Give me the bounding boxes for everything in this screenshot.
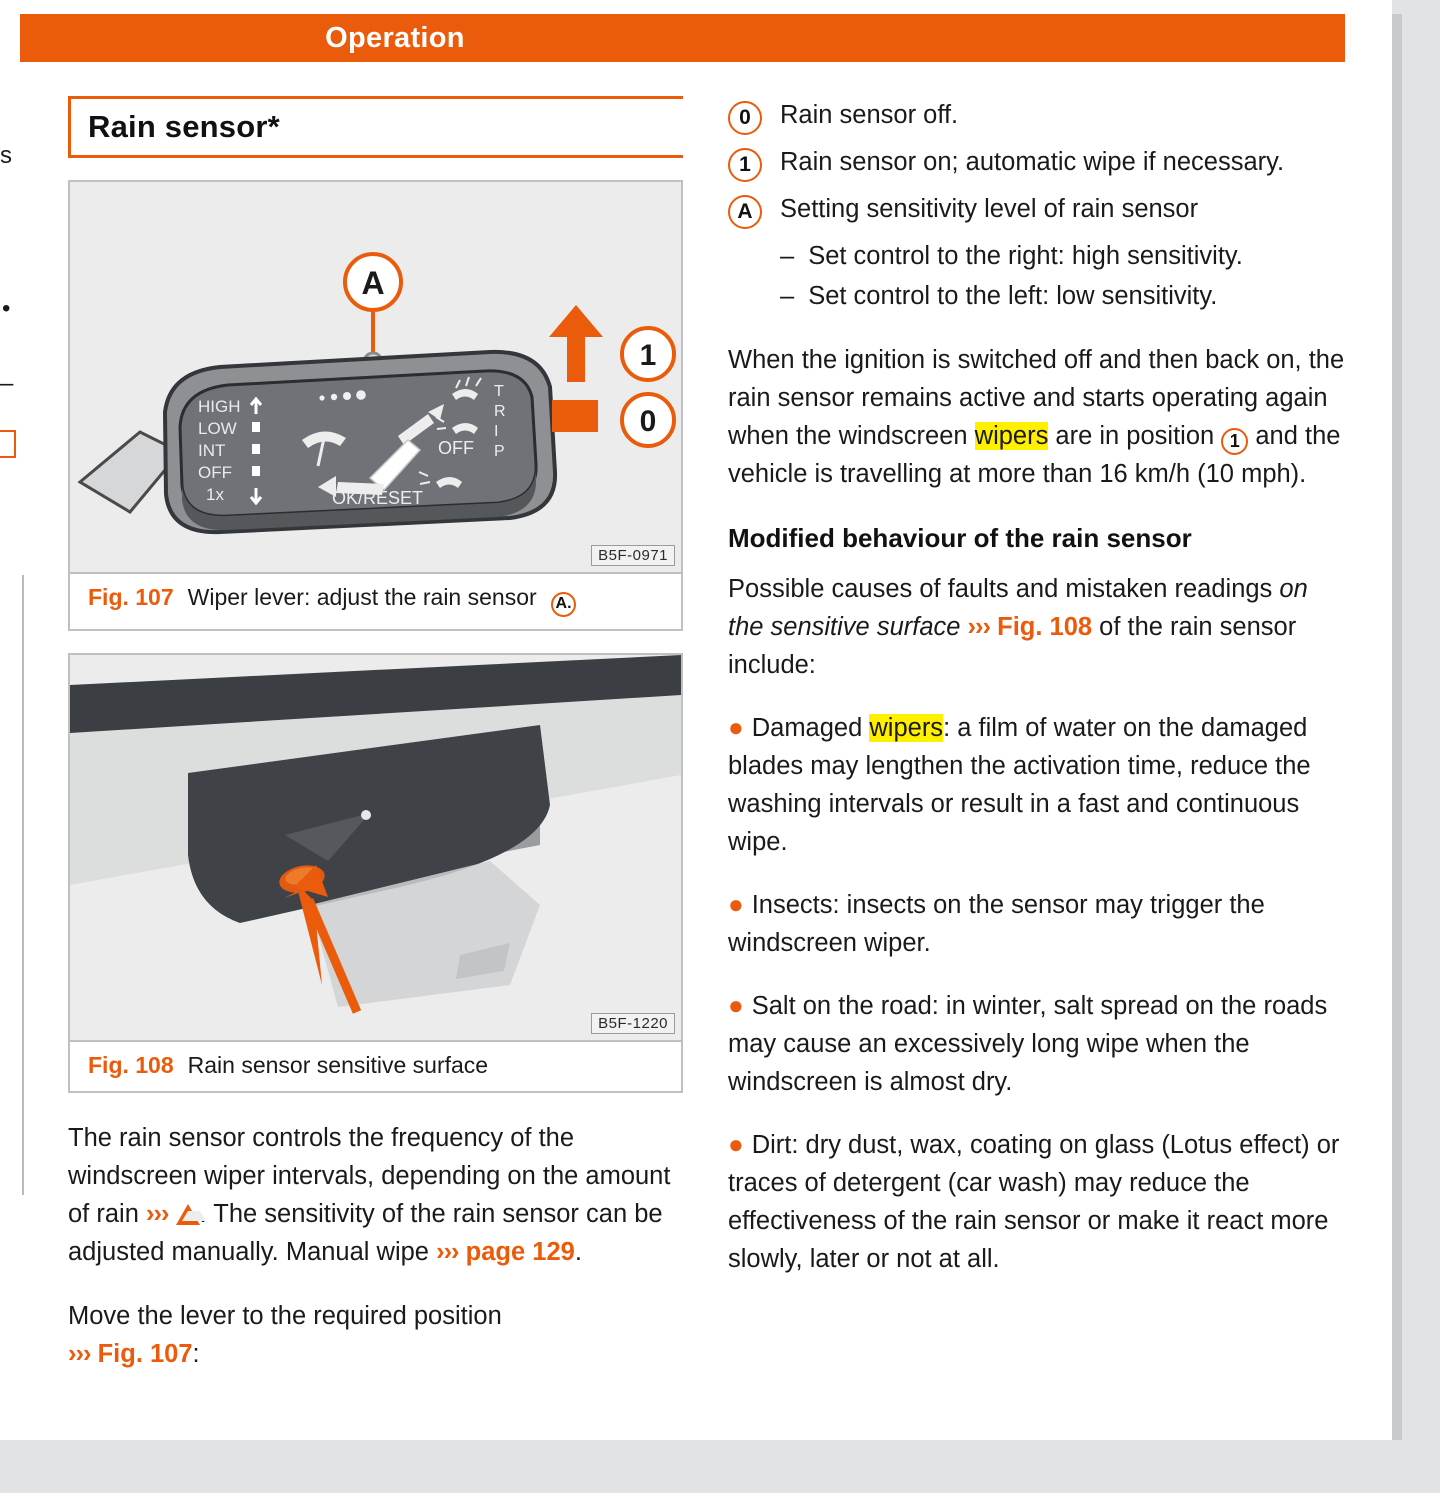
figure-108-caption-text: Rain sensor sensitive surface: [187, 1052, 489, 1078]
position-symbol-1: 1: [728, 148, 762, 182]
paragraph-rain-sensor-function-part1: The rain sensor controls the frequency of the windscreen wiper intervals, depending on the amount of rain: [68, 1124, 671, 1228]
cross-ref-arrows-2: ›››: [436, 1238, 459, 1266]
bullet-dirt: [728, 1125, 1346, 1278]
bullet-4-text: Dirt: dry dust, wax, coating on glass (Lotus effect) or traces of detergent (car wash) may reduce the effectiveness of the rain sensor or make it react more slowly, later or not at all.: [728, 1131, 1340, 1273]
bullet-dot-icon: ●: [728, 889, 744, 919]
paragraph-ignition-part3: and the vehicle is travelling at more than 16 km/h (10 mph).: [728, 422, 1341, 488]
figure-107-caption: [70, 572, 681, 629]
bullet-dot-icon: ●: [728, 990, 744, 1020]
figure-107-caption-text: Wiper lever: adjust the rain sensor: [187, 584, 537, 610]
list-item: [728, 143, 1346, 182]
figure-107-label: Fig. 107: [88, 584, 174, 610]
figure-108-image: [70, 655, 681, 1040]
svg-text:0: 0: [639, 405, 657, 438]
page-edge-tab: [0, 575, 24, 1195]
bullet-1-lead: Damaged: [751, 714, 870, 742]
sub-item-text-low: Set control to the left: low sensitivity.: [808, 282, 1218, 310]
page-reference-link[interactable]: page 129: [465, 1238, 575, 1266]
page-shadow: [1392, 14, 1402, 1454]
cross-ref-arrows-4: ›››: [967, 613, 991, 641]
position-text-a: Setting sensitivity level of rain sensor: [780, 195, 1199, 223]
list-item: [728, 96, 1346, 135]
bullet-damaged-wipers: [728, 708, 1346, 861]
bleed-fragment-box: [0, 430, 16, 458]
paragraph-ignition-part1: When the ignition is switched off and then back on, the rain sensor remains active and starts operating again when the windscreen: [728, 346, 1345, 450]
highlight-wipers-2: wipers: [869, 714, 944, 742]
figure-108-reference-link[interactable]: Fig. 108: [997, 613, 1093, 641]
left-column: [68, 96, 683, 1373]
figure-107-caption-circle: A.: [551, 592, 576, 617]
paragraph-move-lever-part2: :: [192, 1340, 200, 1368]
dash-bullet: –: [780, 282, 795, 310]
svg-text:HIGH: HIGH: [198, 397, 241, 416]
page-header: [20, 14, 1345, 62]
svg-text:1: 1: [639, 339, 657, 372]
warning-triangle-icon: [176, 1204, 200, 1225]
svg-text:OFF: OFF: [438, 438, 474, 458]
figure-108-label: Fig. 108: [88, 1052, 174, 1078]
paragraph-move-lever-part1: Move the lever to the required position: [68, 1302, 502, 1330]
paragraph-rain-sensor-function-part2: . The sensitivity of the rain sensor can be adjusted manually. Manual wipe: [68, 1200, 663, 1266]
figure-108: [68, 653, 683, 1093]
svg-text:A: A: [361, 265, 385, 301]
cross-ref-arrows-3: ›››: [68, 1340, 91, 1368]
right-column: [728, 96, 1346, 1278]
svg-text:I: I: [494, 423, 499, 440]
page-title: Operation: [325, 22, 465, 54]
bullet-1-rest: : a film of water on the damaged blades may lengthen the activation time, reduce the washing intervals or result in a fast and continuous wipe.: [728, 714, 1311, 856]
position-symbol-a: A: [728, 195, 762, 229]
position-text-1: Rain sensor on; automatic wipe if necessary.: [780, 148, 1285, 176]
sub-item-text-high: Set control to the right: high sensitivity.: [808, 242, 1243, 270]
figure-107-reference-link[interactable]: Fig. 107: [97, 1340, 193, 1368]
paragraph-causes-italic: on the sensitive surface: [728, 575, 1308, 641]
subheading-modified-behaviour: Modified behaviour of the rain sensor: [728, 523, 1192, 553]
svg-text:T: T: [494, 383, 504, 400]
bullet-insects: [728, 885, 1346, 962]
paragraph-possible-causes: [728, 570, 1346, 684]
svg-text:OK/RESET: OK/RESET: [332, 488, 424, 508]
highlight-wipers-1: wipers: [974, 422, 1049, 450]
svg-text:LOW: LOW: [198, 419, 237, 438]
paragraph-rain-sensor-function-part3: .: [574, 1238, 582, 1266]
figure-107-image: [70, 182, 681, 572]
paragraph-causes-part1: Possible causes of faults and mistaken readings: [728, 575, 1280, 603]
dash-bullet: –: [780, 242, 795, 270]
svg-text:P: P: [494, 443, 505, 460]
svg-text:OFF: OFF: [198, 463, 232, 482]
bullet-dot-icon: ●: [728, 1129, 744, 1159]
bullet-3-text: Salt on the road: in winter, salt spread on the roads may cause an excessively long wipe when the windscreen is almost dry.: [728, 992, 1328, 1096]
paragraph-move-lever: [68, 1297, 683, 1373]
bleed-fragment-2: •: [2, 295, 11, 322]
bullet-salt: [728, 986, 1346, 1101]
position-text-0: Rain sensor off.: [780, 101, 959, 129]
list-item: [728, 190, 1346, 229]
bleed-fragment-1: s: [0, 142, 12, 169]
svg-text:1x: 1x: [206, 485, 224, 504]
paragraph-ignition-behaviour: [728, 341, 1346, 493]
figure-108-caption: [70, 1040, 681, 1091]
bleed-fragment-3: –: [0, 370, 14, 397]
paragraph-ignition-part2: are in position: [1048, 422, 1222, 450]
svg-text:R: R: [494, 403, 506, 420]
bullet-2-text: Insects: insects on the sensor may trigger the windscreen wiper.: [728, 891, 1265, 957]
position-symbol-0: 0: [728, 101, 762, 135]
svg-text:INT: INT: [198, 441, 226, 460]
cross-ref-arrows: ›››: [145, 1200, 169, 1228]
sub-list-item: [780, 277, 1346, 315]
page-bottom-margin: [0, 1440, 1440, 1493]
figure-107-image-code: B5F-0971: [591, 545, 675, 566]
section-heading: Rain sensor*: [68, 96, 683, 158]
figure-108-image-code: B5F-1220: [591, 1013, 675, 1034]
lever-position-list: [728, 96, 1346, 315]
paragraph-rain-sensor-function: [68, 1119, 683, 1271]
inline-position-1-icon: 1: [1221, 428, 1248, 455]
paragraph-causes-part2: of the rain sensor include:: [728, 613, 1297, 679]
sub-list-item: [780, 237, 1346, 275]
figure-107: [68, 180, 683, 631]
bullet-dot-icon: ●: [728, 712, 744, 742]
